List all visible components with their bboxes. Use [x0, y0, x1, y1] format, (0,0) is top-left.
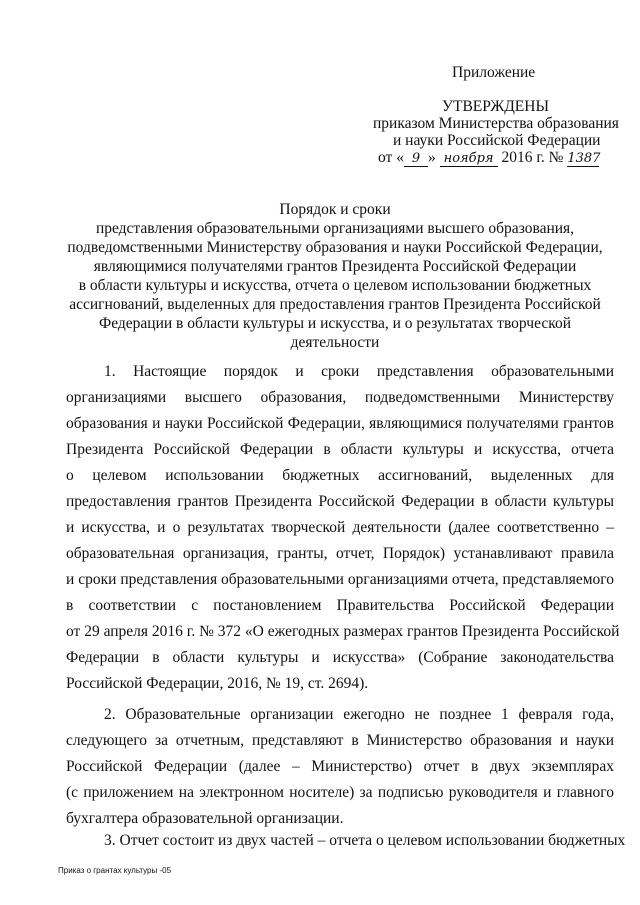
paragraph-line: 2. Образовательные организации ежегодно не позднее 1 февраля года, — [104, 706, 614, 723]
paragraph-line: предоставления грантов Президента Российской Федерации в области культуры — [66, 493, 614, 510]
paragraph-line: 1. Настоящие порядок и сроки представления образовательными — [104, 363, 614, 380]
title-line: являющимися получателями грантов Президента Российской Федерации — [93, 258, 577, 275]
paragraph-line: Федерации в области культуры и искусства» (Собрание законодательства — [66, 649, 614, 666]
paragraph-line: и сроки представления образовательными организациями отчета, представляемого — [66, 571, 614, 588]
approved-heading: УТВЕРЖДЕНЫ — [442, 98, 549, 115]
paragraph-line: (с приложением на электронном носителе) за подписью руководителя и главного — [66, 784, 614, 801]
paragraph-line: 3. Отчет состоит из двух частей – отчета о целевом использовании бюджетных — [104, 832, 626, 849]
date-prefix: от « — [378, 149, 404, 166]
date-month-handwritten: ноября — [440, 152, 498, 167]
date-year: 2016 г. № — [501, 149, 564, 166]
title-line: подведомственными Министерству образования и науки Российской Федерации, — [67, 239, 603, 256]
approved-line-2: и науки Российской Федерации — [393, 132, 601, 149]
title-line: ассигнований, выделенных для предоставления грантов Президента Российской — [69, 296, 601, 313]
appendix-label: Приложение — [452, 64, 536, 81]
date-mid: » — [427, 149, 436, 166]
paragraph-line: от 29 апреля 2016 г. № 372 «О ежегодных размерах грантов Президента Российской — [66, 623, 620, 640]
paragraph-line: и искусства, и о результатах творческой деятельности (далее соответственно – — [66, 519, 614, 536]
title-line: Федерации в области культуры и искусства, и о результатах творческой — [98, 315, 572, 332]
paragraph-line: в соответствии с постановлением Правительства Российской Федерации — [66, 597, 614, 614]
title-line: представления образовательными организациями высшего образования, — [95, 220, 575, 237]
paragraph-line: Российской Федерации, 2016, № 19, ст. 2694). — [66, 675, 369, 692]
title-line: Порядок и сроки — [279, 201, 391, 218]
footer-filename: Приказ о грантах культуры -05 — [58, 866, 172, 875]
order-number-handwritten: 1387 — [567, 151, 601, 166]
date-day-handwritten: 9 — [404, 152, 428, 167]
paragraph-line: Президента Российской Федерации в области культуры и искусства, отчета — [66, 441, 614, 458]
paragraph-line: бухгалтера образовательной организации. — [66, 810, 344, 827]
paragraph-line: образования и науки Российской Федерации, являющимися получателями грантов — [66, 415, 614, 432]
paragraph-line: о целевом использовании бюджетных ассигнований, выделенных для — [66, 467, 614, 484]
title-line: в области культуры и искусства, отчета о целевом использовании бюджетных — [78, 277, 592, 294]
approved-line-1: приказом Министерства образования — [373, 115, 619, 132]
paragraph-line: организациями высшего образования, подведомственными Министерству — [66, 389, 614, 406]
paragraph-line: Российской Федерации (далее – Министерство) отчет в двух экземплярах — [66, 758, 614, 775]
paragraph-line: образовательная организация, гранты, отчет, Порядок) устанавливают правила — [66, 545, 614, 562]
paragraph-line: следующего за отчетным, представляют в Министерство образования и науки — [66, 732, 614, 749]
title-line: деятельности — [290, 334, 380, 351]
approval-date-line — [378, 148, 599, 167]
